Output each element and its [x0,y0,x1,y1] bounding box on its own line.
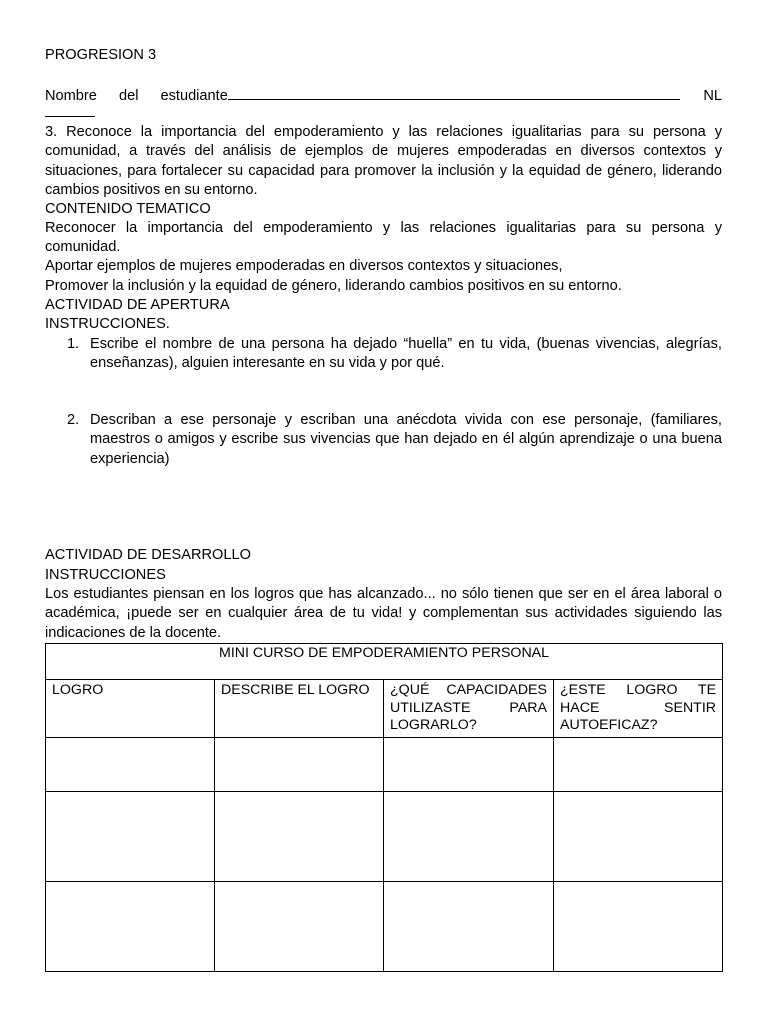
student-label-word-3: estudiante [160,88,228,104]
list-item-number: 1. [67,336,80,352]
page-title: PROGRESION 3 [45,47,157,63]
table-cell[interactable] [554,882,723,972]
table-cell[interactable] [384,882,554,972]
table-header: ¿ESTE LOGRO TE HACE SENTIR AUTOEFICAZ? [554,680,723,738]
desarrollo-text: Los estudiantes piensan en los logros que has alcanzado... no sólo tienen que ser en el área laboral o académica, ¡puede ser en cualquier área de tu vida! y complementan sus actividades siguiendo las indicaciones de la docente. [45,586,722,641]
table-cell[interactable] [215,738,384,792]
desarrollo-heading: ACTIVIDAD DE DESARROLLO [45,547,251,563]
student-name-line [45,85,722,105]
nl-blank-line[interactable] [45,104,722,123]
table-cell[interactable] [46,882,215,972]
table-cell[interactable] [554,792,723,882]
table-cell[interactable] [554,738,723,792]
student-label-word-1: Nombre [45,88,97,104]
table-cell[interactable] [384,738,554,792]
table-row [46,738,723,792]
table-cell[interactable] [384,792,554,882]
list-item-text: Describan a ese personaje y escriban una anécdota vivida con ese personaje, (familiares, maestros o amigos y escribe sus vivencias que han dejado en él algún aprendizaje o una buena experiencia) [90,412,722,467]
table-cell[interactable] [46,792,215,882]
progression-statement: 3. Reconoce la importancia del empoderamiento y las relaciones igualitarias para su persona y comunidad, a través del análisis de ejemplos de mujeres empoderadas en diversos contextos y situaciones, para fortalecer su capacidad para promover la inclusión y la equidad de género, liderando cambios positivos en su entorno. [45,124,722,198]
achievements-table [45,643,723,972]
table-cell[interactable] [46,738,215,792]
list-item-text: Escribe el nombre de una persona ha dejado “huella” en tu vida, (buenas vivencias, alegrías, enseñanzas), alguien interesante en su vida y por qué. [90,336,722,372]
list-item [45,335,722,374]
list-item-number: 2. [67,412,80,428]
apertura-list [45,411,722,469]
table-cell[interactable] [215,882,384,972]
desarrollo-instructions-label: INSTRUCCIONES [45,567,166,583]
student-label-word-2: del [119,88,139,104]
table-cell[interactable] [215,792,384,882]
student-name-blank[interactable] [228,85,680,100]
table-row [46,882,723,972]
apertura-list [45,335,722,374]
apertura-heading: ACTIVIDAD DE APERTURA [45,297,230,313]
table-header: LOGRO [46,680,215,738]
list-item [45,411,722,469]
table-row [46,792,723,882]
contenido-item: Aportar ejemplos de mujeres empoderadas en diversos contextos y situaciones, [45,258,563,274]
apertura-instructions-label: INSTRUCCIONES. [45,316,170,332]
contenido-heading: CONTENIDO TEMATICO [45,201,211,217]
table-header: ¿QUÉ CAPACIDADES UTILIZASTE PARA LOGRARLO? [384,680,554,738]
table-caption: MINI CURSO DE EMPODERAMIENTO PERSONAL [46,644,723,680]
nl-label: NL [703,88,722,104]
table-header: DESCRIBE EL LOGRO [215,680,384,738]
contenido-item: Reconocer la importancia del empoderamiento y las relaciones igualitarias para su persona y comunidad. [45,220,722,256]
contenido-item: Promover la inclusión y la equidad de género, liderando cambios positivos en su entorno. [45,278,622,294]
